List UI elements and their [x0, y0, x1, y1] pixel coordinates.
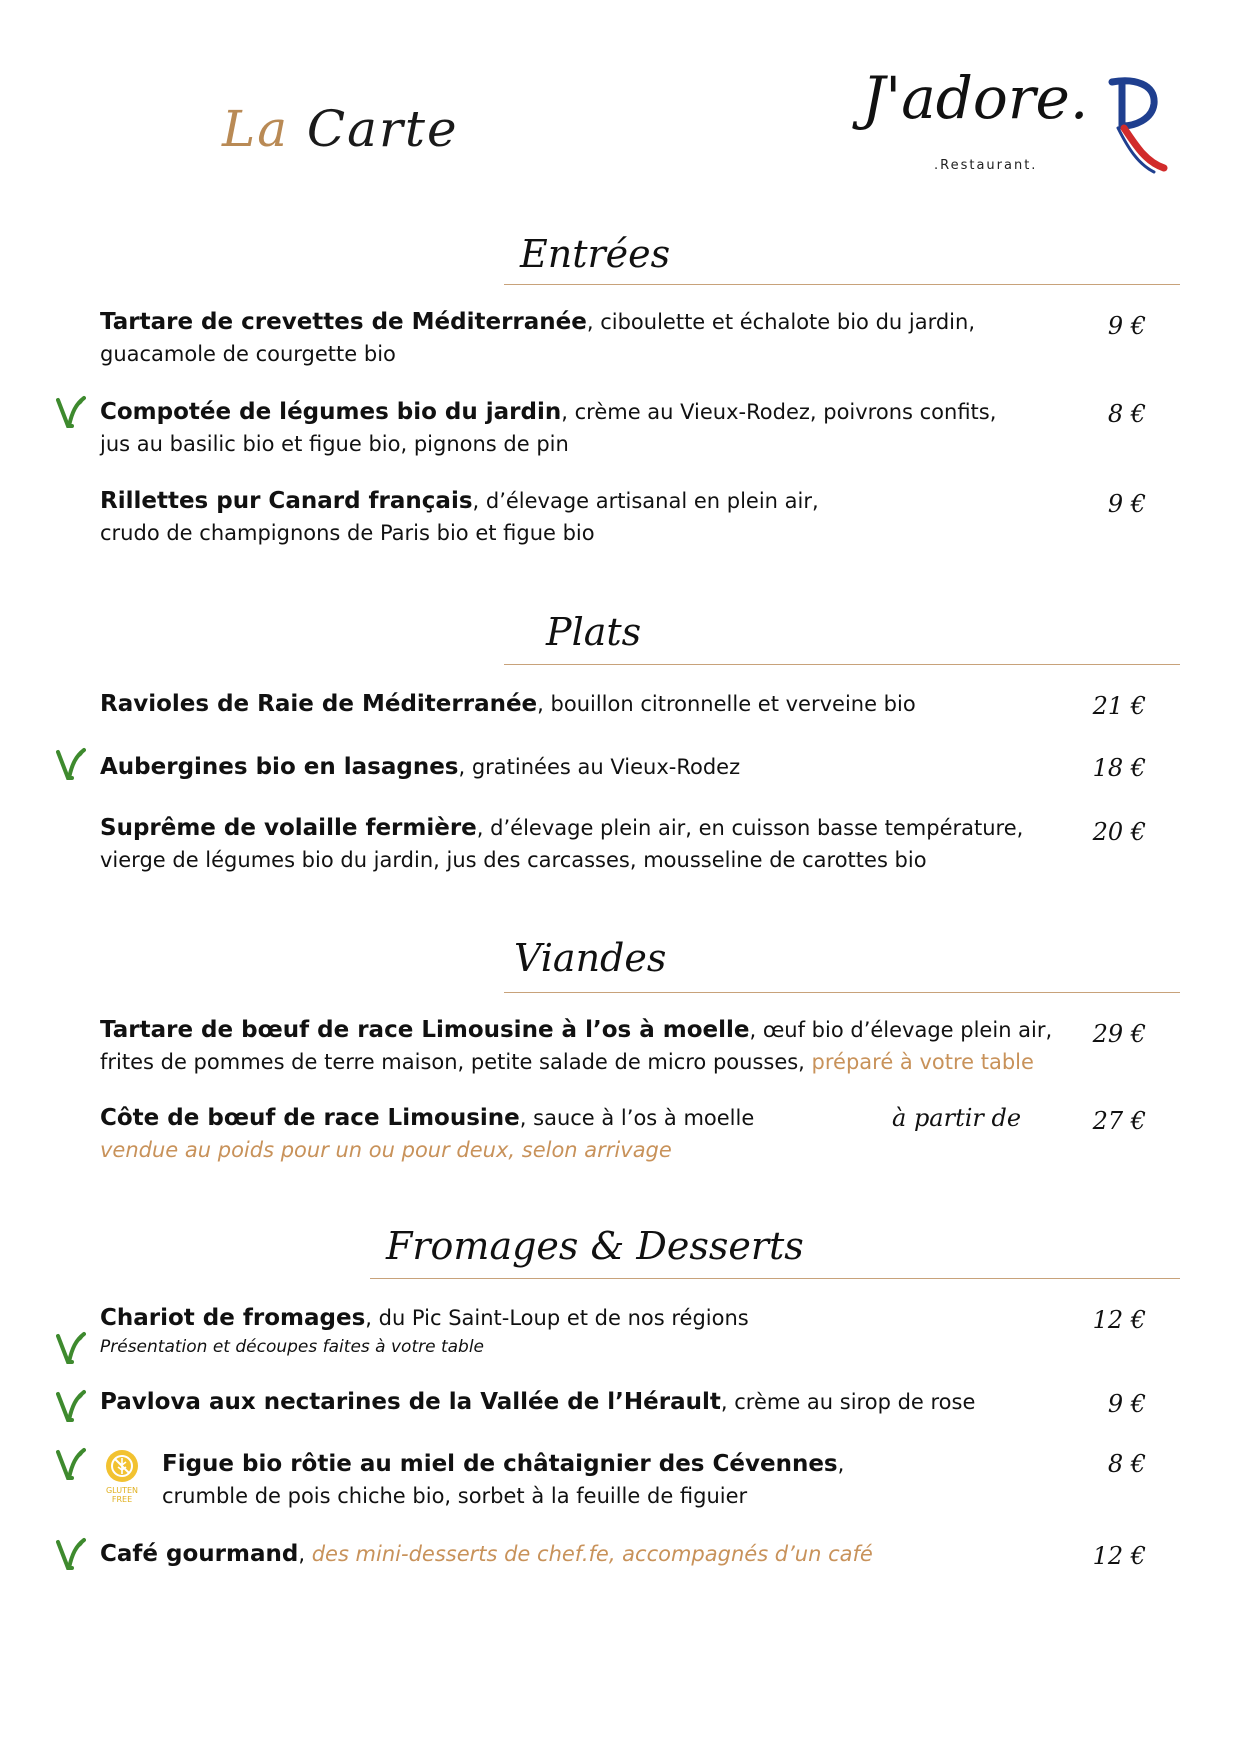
item-description: ,	[298, 1542, 312, 1566]
page-title-la: La	[222, 100, 290, 158]
item-name: Rillettes pur Canard français	[100, 488, 473, 514]
item-description: ,	[837, 1452, 845, 1476]
item-description: , ciboulette et échalote bio du jardin,	[586, 310, 976, 334]
item-price: 8 €	[1107, 1450, 1146, 1478]
page-title	[222, 100, 459, 158]
section-title-fromages-desserts: Fromages & Desserts	[386, 1224, 804, 1268]
menu-item	[100, 1014, 1060, 1078]
item-description: , d’élevage artisanal en plein air,	[472, 489, 819, 513]
item-name: Tartare de crevettes de Méditerranée	[100, 309, 587, 335]
logo-script: J'adore.	[862, 64, 1089, 132]
item-price: 12 €	[1092, 1306, 1146, 1334]
item-price: 9 €	[1107, 490, 1146, 518]
logo-r-flag-icon	[1104, 76, 1170, 176]
restaurant-logo	[862, 64, 1168, 184]
menu-item	[100, 306, 1060, 370]
item-description: , gratinées au Vieux-Rodez	[458, 755, 741, 779]
section-rule	[504, 992, 1180, 993]
item-price: 21 €	[1092, 692, 1146, 720]
menu-item	[100, 1386, 1060, 1418]
item-note-accent: préparé à votre table	[811, 1050, 1034, 1074]
item-description-line2: guacamole de courgette bio	[100, 342, 396, 366]
menu-item	[100, 812, 1060, 876]
item-description-line2: jus au basilic bio et figue bio, pignons de pin	[100, 432, 569, 456]
item-price: 27 €	[1092, 1107, 1146, 1135]
menu-item	[100, 396, 1060, 460]
item-description: , bouillon citronnelle et verveine bio	[537, 692, 916, 716]
gf-text-gluten: GLUTEN	[105, 1486, 139, 1495]
item-price: 12 €	[1092, 1542, 1146, 1570]
logo-subtitle: .Restaurant.	[934, 158, 1038, 173]
menu-item	[162, 1448, 1062, 1512]
page-title-carte: Carte	[306, 100, 459, 158]
item-name: Tartare de bœuf de race Limousine à l’os à moelle	[100, 1017, 750, 1043]
price-from-label: à partir de	[892, 1104, 1022, 1132]
item-description: , œuf bio d’élevage plein air,	[749, 1018, 1053, 1042]
section-title-viandes: Viandes	[514, 936, 667, 980]
item-description-line2: crumble de pois chiche bio, sorbet à la feuille de figuier	[162, 1484, 748, 1508]
item-price: 20 €	[1092, 818, 1146, 846]
item-price: 18 €	[1092, 754, 1146, 782]
item-description: , d’élevage plein air, en cuisson basse température,	[476, 816, 1024, 840]
item-description-line2: crudo de champignons de Paris bio et figue bio	[100, 521, 595, 545]
item-price: 29 €	[1092, 1020, 1146, 1048]
item-name: Aubergines bio en lasagnes	[100, 754, 459, 780]
item-description-line2: vierge de légumes bio du jardin, jus des carcasses, mousseline de carottes bio	[100, 848, 927, 872]
item-note: Présentation et découpes faites à votre table	[100, 1337, 485, 1357]
item-name: Café gourmand	[100, 1541, 299, 1567]
item-note-accent: des mini-desserts de chef.fe, accompagnés d’un café	[311, 1542, 873, 1566]
menu-item	[100, 1538, 1060, 1570]
item-description: , crème au sirop de rose	[720, 1390, 976, 1414]
menu-item	[100, 688, 1060, 720]
item-name: Compotée de légumes bio du jardin	[100, 399, 562, 425]
vegetarian-leaf-icon	[56, 1330, 86, 1366]
item-name: Chariot de fromages	[100, 1305, 366, 1331]
menu-item	[100, 485, 1060, 549]
section-rule	[370, 1278, 1180, 1279]
menu-item	[100, 1302, 1060, 1360]
item-description: , crème au Vieux-Rodez, poivrons confits,	[561, 400, 997, 424]
section-title-entrees: Entrées	[520, 232, 671, 276]
vegetarian-leaf-icon	[56, 1388, 86, 1424]
item-price: 9 €	[1107, 1390, 1146, 1418]
item-name: Pavlova aux nectarines de la Vallée de l’Hérault	[100, 1389, 721, 1415]
vegetarian-leaf-icon	[56, 394, 86, 430]
item-name: Côte de bœuf de race Limousine	[100, 1105, 520, 1131]
item-note-accent: vendue au poids pour un ou pour deux, selon arrivage	[100, 1138, 672, 1162]
vegetarian-leaf-icon	[56, 746, 86, 782]
gluten-free-icon	[100, 1448, 144, 1506]
item-description: , sauce à l’os à moelle	[519, 1106, 755, 1130]
item-description: , du Pic Saint-Loup et de nos régions	[365, 1306, 749, 1330]
item-price: 9 €	[1107, 312, 1146, 340]
vegetarian-leaf-icon	[56, 1446, 86, 1482]
item-price: 8 €	[1107, 400, 1146, 428]
item-name: Suprême de volaille fermière	[100, 815, 477, 841]
section-rule	[504, 664, 1180, 665]
item-name: Ravioles de Raie de Méditerranée	[100, 691, 538, 717]
section-title-plats: Plats	[546, 610, 642, 654]
menu-item	[100, 751, 1060, 783]
vegetarian-leaf-icon	[56, 1536, 86, 1572]
item-description-line2: frites de pommes de terre maison, petite salade de micro pousses,	[100, 1050, 812, 1074]
gf-text-free: FREE	[111, 1495, 133, 1504]
section-rule	[504, 284, 1180, 285]
item-name: Figue bio rôtie au miel de châtaignier des Cévennes	[162, 1451, 838, 1477]
